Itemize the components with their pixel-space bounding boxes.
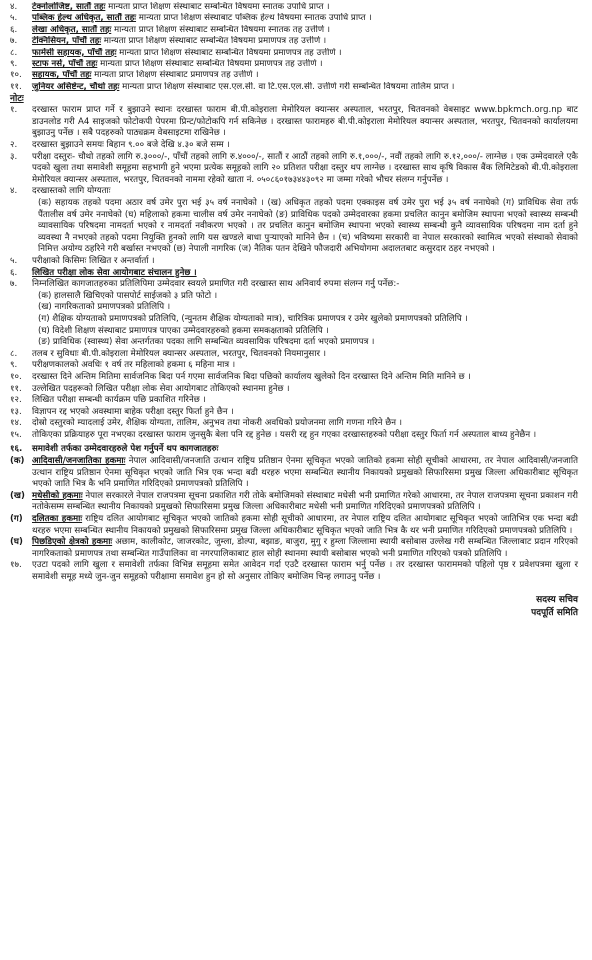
qualification-item	[10, 59, 578, 70]
qualification-item	[10, 70, 578, 81]
document-item	[10, 302, 578, 314]
inclusive-list	[10, 456, 578, 560]
note-text: परीक्षणकालको अवधिः १ वर्ष तर महिलाको हकमा ६ महिना मात्र ।	[32, 360, 236, 371]
item-number: ८.	[10, 47, 18, 58]
qualification-item	[10, 2, 578, 13]
application-note: एउटा पदको लागि खुला र समावेशी तर्फका विभिन्न समूहमा समेत आवेदन गर्दा एउटै दरखास्त फाराम भर्नु पर्नेछ । तर दरखास्त फाराममको पहिलो पृष्ठ र प्रवेशपत्रमा खुला र समावेशी समूह मध्ये जुन-जुन समूहको परीक्षामा समावेश हुन हो सो अनुसार तोकिए बमोजिम चिन्ह लगाउनु पर्नेछ ।	[32, 560, 578, 582]
inclusive-body: अछाम, कालीकोट, जाजरकोट, जुम्ला, डोल्पा, बझाङ, बाजुरा, मुगु र हुम्ला जिल्लामा स्थायी बसोबास उल्लेख गरी सम्बन्धित जिल्लाबाट प्रदान गरिएको नागरिकताको प्रमाणपत्र तथा सम्बन्धित गाउँपालिका वा नगरपालिकाबाट हाल सोही स्थानमा स्थायी बसोबास भएको भनी प्रमाणित गरिएको पत्रको प्रतिलिपि ।	[32, 537, 578, 559]
inclusive-title: मधेसीको हकमाः	[32, 490, 83, 501]
eligibility-block	[10, 198, 578, 256]
qualification-text: मान्यता प्राप्त शिक्षण संस्थाबाट एस.एल.सी. वा टि.एस.एल.सी. उत्तीर्ण गरी सम्बन्धित विषयमा तालिम प्राप्त ।	[122, 81, 455, 92]
item-number: ९.	[10, 360, 18, 371]
inclusive-item	[10, 537, 578, 560]
item-number: ८.	[10, 348, 18, 359]
written-exam-note: लिखित परीक्षा लोक सेवा आयोगबाट संचालन हुनेछ ।	[32, 267, 197, 278]
inclusive-title: पिछडिएको क्षेत्रको हकमाः	[32, 537, 113, 548]
qualification-title: जुनियर असिष्टेन्ट, चौथो तहः	[32, 81, 120, 92]
inclusive-item	[10, 514, 578, 537]
documents-list	[10, 291, 578, 349]
spacer	[10, 314, 32, 326]
inclusive-label: (घ)	[10, 537, 23, 548]
note-item	[10, 395, 578, 407]
qualification-text: मान्यता प्राप्त शिक्षण संस्थाबाट पब्लिक हेल्थ विषयमा स्नातक उपाधि प्राप्त ।	[138, 13, 372, 24]
qualification-item	[10, 13, 578, 24]
note-item	[10, 407, 578, 419]
exam-type: परीक्षाको किसिमः लिखित र अन्तर्वार्ता ।	[32, 255, 155, 266]
note-item	[10, 384, 578, 396]
list-item: १७. एउटा पदको लागि खुला र समावेशी तर्फका विभिन्न समूहमा समेत आवेदन गर्दा एउटै दरखास्त फाराम भर्नु पर्नेछ । तर दरखास्त फाराममको पहिलो पृष्ठ र प्रवेशपत्रमा खुला र समावेशी समूह मध्ये जुन-जुन समूहको परीक्षामा समावेश हुन हो सो अनुसार तोकिए बमोजिम चिन्ह लगाउनु पर्नेछ ।	[10, 560, 578, 582]
qualification-title: सहायक, पाँचौं तहः	[32, 70, 92, 81]
note-item	[10, 418, 578, 430]
spacer	[10, 302, 32, 314]
qualification-item	[10, 82, 578, 93]
item-number: ७.	[10, 36, 18, 47]
note-text: लिखित परीक्षा सम्बन्धी कार्यक्रम पछि प्रकाशित गरिनेछ ।	[32, 395, 206, 406]
item-number: ५.	[10, 13, 18, 24]
note-item	[10, 360, 578, 372]
qualification-text: मान्यता प्राप्त शिक्षण संस्थाबाट सम्बन्धित विषयमा प्रमाणपत्र तह उत्तीर्ण ।	[100, 59, 323, 70]
note-text: दरखास्तको लागि योग्यताः	[32, 186, 111, 197]
note-text: तलब र सुविधाः बी.पी.कोइराला मेमोरियल क्यान्सर अस्पताल, भरतपुर, चितवनको नियमानुसार ।	[32, 348, 326, 359]
note-text: दरखास्त फाराम प्राप्त गर्ने र बुझाउने स्थानः दरखास्त फाराम बी.पी.कोइराला मेमोरियल क्यान्सर अस्पताल, भरतपुर, चितवनको वेबसाइट www.bpkmch.org.np बाट डाउनलोड गरी A4 साइजको फोटोकपी पेपरमा प्रिन्ट/फोटोकपि गर्न सकिनेछ । दरखास्त फारामहरु बी.पी.कोइराला मेमोरियल क्यान्सर अस्पताल, भरतपुर, चितवनको कार्यालयमा बुझाउनु पर्नेछ । सबै पदहरुको पाठ्यक्रम वेबसाइटमा राखिनेछ ।	[32, 105, 578, 139]
inclusive-label: (ख)	[10, 490, 25, 501]
documents-intro: निम्नलिखित कागजातहरुका प्रतिलिपिमा उम्मेदवार स्वयले प्रमाणित गरी दरखास्त साथ अनिवार्य रुपमा संलग्न गर्नु पर्नेछ:-	[32, 279, 400, 290]
signature-block	[10, 594, 578, 620]
item-number: ३.	[10, 151, 18, 162]
qualification-text: मान्यता प्राप्त शिक्षण संस्थाबाट प्रमाणपत्र तह उत्तीर्ण ।	[94, 70, 259, 81]
qualification-title: टेक्नोलोजिष्ट, सातौं तहः	[32, 2, 106, 12]
list-item: ७. निम्नलिखित कागजातहरुका प्रतिलिपिमा उम्मेदवार स्वयले प्रमाणित गरी दरखास्त साथ अनिवार्य रुपमा संलग्न गर्नु पर्नेछ:-	[10, 279, 578, 291]
document-text: (ख) नागरिकताको प्रमाणपत्रको प्रतिलिपि ।	[38, 302, 171, 313]
note-item	[10, 186, 578, 198]
qualification-title: फार्मेसी सहायक, पाँचौं तहः	[32, 47, 117, 58]
notes-list-2	[10, 349, 578, 442]
qualification-text: मान्यता प्राप्त शिक्षण संस्थाबाट सम्बन्धित विषयमा स्नातक उपाधि प्राप्त ।	[108, 2, 330, 12]
qualification-title: लेखा अधिकृत, सातौं तहः	[32, 24, 112, 35]
qualification-title: स्टाफ नर्स, पाँचौं तहः	[32, 59, 98, 70]
note-text: विज्ञापन रद्द भएको अवस्थामा बाहेक परीक्षा दस्तुर फिर्ता हुने छैन ।	[32, 406, 234, 417]
document-text: (घ) विदेशी शिक्षण संस्थाबाट प्रमाणपत्र पाएका उम्मेदवारहरुको हकमा समकक्षताको प्रतिलिपि ।	[38, 325, 329, 336]
qualification-item	[10, 36, 578, 47]
inclusive-title: दलितका हकमाः	[32, 514, 83, 525]
item-number: १२.	[10, 395, 22, 406]
item-number: २.	[10, 140, 18, 151]
inclusive-item	[10, 456, 578, 491]
document-item	[10, 337, 578, 349]
note-text: परीक्षा दस्तुरः- चौथो तहको लागि रु.३०००/-, पाँचौं तहको लागि रु.४०००/-, सातौं र आठौं तहको लागि रु.१,०००/-, नवौं तहको लागि रु.१२,०००/- लाग्नेछ । एक उम्मेदवारले एकै पदको खुला तथा समावेशी समूहमा सहभागी हुने भएमा प्रत्येक समूहको लागि २० प्रतिशत परीक्षा दस्तुर थप लाग्नेछ । दरखास्त साथ कृषि विकास बैंक लिमिटेडको बी.पी.कोइराला मेमोरियल क्यान्सर अस्पताल, भरतपुर, चितवनको नाममा रहेको खाता नं. ०५०८६०१७३४४३०९२ मा जम्मा गरेको भौचर संलग्न गर्नुपर्नेछ ।	[32, 151, 578, 185]
inclusive-body: नेपाल आदिवासी/जनजाति उत्थान राष्ट्रिय प्रतिष्ठान ऐनमा सूचिकृत भएको जातिको हकमा सोही सूचीको आधारमा, तर नेपाल आदिवासी/जनजाति उत्थान राष्ट्रिय प्रतिष्ठान ऐनमा सूचिकृत भएको जाति भित्र एक भन्दा बढी थरहरु भएमा सम्बन्धित स्थानीय निकायको प्रमुखको सिफारिसमा प्रमुख जिल्ला अधिकारीबाट सूचिकृत भएको जाति भित्र कै भनि प्रमाणित गरिदिएको प्रमाणपत्रको प्रतिलिपि ।	[32, 456, 578, 490]
note-label: नोटः	[10, 94, 24, 105]
qualification-text: मान्यता प्राप्त शिक्षण संस्थाबाट सम्बन्धित विषयमा स्नातक तह उत्तीर्ण ।	[114, 24, 331, 35]
note-text: दरखास्त बुझाउने समयः बिहान ९.०० बजे देखि ४.३० बजे सम्म ।	[32, 140, 230, 151]
item-number: १.	[10, 105, 18, 116]
note-item	[10, 105, 578, 140]
item-number: ४.	[10, 186, 18, 197]
inclusive-heading: समावेशी तर्फका उम्मेदवारहरुले पेश गर्नुपर्ने थप कागजातहरुः	[32, 444, 219, 455]
inclusive-text	[32, 456, 578, 491]
notes-list	[10, 105, 578, 198]
item-number: ४.	[10, 2, 18, 12]
note-item	[10, 430, 578, 442]
spacer	[10, 326, 32, 338]
item-number: ९.	[10, 59, 18, 70]
note-text: उल्लेखित पदहरूको लिखित परीक्षा लोक सेवा आयोगबाट तोकिएको स्थानमा हुनेछ ।	[32, 383, 290, 394]
note-text: तोकिएका प्रक्रियाहरु पूरा नभएका दरखास्त फाराम जुनसुकै बेला पनि रद्द हुनेछ । यसरी रद्द हुन गएका दरखास्तहरुको परीक्षा दस्तुर फिर्ता गर्न अस्पताल बाध्य हुनेछैन ।	[32, 429, 537, 440]
inclusive-body: राष्ट्रिय दलित आयोगबाट सूचिकृत भएको जातिको हकमा सोही सूचीको आधारमा, तर नेपाल राष्ट्रिय दलित आयोगबाट सूचिकृत भएको जातिभित्र एक भन्दा बढी थरहरु भएमा सम्बन्धित स्थानीय निकायको प्रमुखको सिफारिसमा प्रमुख जिल्ला अधिकारीबाट सूचिकृत भएको जाति भित्र कै थर भनी प्रमाणित गरिदिएको प्रमाणपत्रको प्रतिलिपि ।	[32, 514, 578, 536]
document-item	[10, 314, 578, 326]
note-item	[10, 140, 578, 152]
item-number: १०.	[10, 371, 22, 382]
inclusive-text	[32, 491, 578, 514]
inclusive-text	[32, 514, 578, 537]
list-item: १६. समावेशी तर्फका उम्मेदवारहरुले पेश गर्नुपर्ने थप कागजातहरुः	[10, 444, 578, 456]
inclusive-item	[10, 491, 578, 514]
note-text: दोस्रो दस्तुरको म्यादलाई उमेर, शैक्षिक योग्यता, तालिम, अनुभव तथा नोकरी अवधिको प्रयोजनमा लागि गणना गरिने छैन ।	[32, 418, 403, 429]
note-text: दरखास्त दिने अन्तिम मितिमा सार्वजनिक बिदा पर्न गएमा सार्वजनिक बिदा पछिको कार्यालय खुलेको दिन दरखास्त दिने अन्तिम मिति मानिने छ ।	[32, 371, 471, 382]
document-item	[10, 291, 578, 303]
inclusive-label: (ग)	[10, 514, 23, 525]
qualification-title: टेक्निसियन, पाँचौं तहः	[32, 36, 102, 47]
eligibility-text: (क) सहायक तहको पदमा अठार वर्ष उमेर पुरा भई ३५ वर्ष ननाघेको । (ख) अधिकृत तहको पदमा एक्काइस वर्ष उमेर पुरा भई ३५ वर्ष ननाघेको (ग) प्राविधिक सेवा तर्फ पैंतालीस वर्ष उमेर ननाघेको (घ) महिलाको हकमा चालीस वर्ष उमेर ननाघेको (ङ) प्राविधिक पदको उम्मेदवारका हकमा प्रचलित कानुन बमोजिम स्थापना भएको स्वास्थ्य सम्बन्धी व्यावसायिक परिषदमा नामदर्ता भएको र नामदर्ता नवीकरण भएको । तर प्रचलित कानुन बमोजिम स्थापना भएको स्वास्थ्य सम्बन्धी कुनै व्यावसायिक परिषदमा नाम दर्ता हुने व्यवस्था नै नभएको तहको पदमा नियुक्ति हुनको लागि यस खण्डले बाधा पुऱ्याएको मानिने छैन । (च) भविष्यमा सरकारी वा नेपाल सरकारको स्वामित्व भएको संस्थाको सेवाको निमित्त अयोग्य ठहरिने गरी बर्खास्त नभएको (छ) नेपाली नागरिक (ज) नैतिक पतन देखिने फौजदारी अभियोगमा अदालतबाट कसुरदार ठहर नभएको ।	[38, 198, 578, 255]
note-item	[10, 372, 578, 384]
document-text: (ग) शैक्षिक योग्यताको प्रमाणपत्रको प्रतिलिपि, (न्युनतम शैक्षिक योग्यताको मात्र), चारित्रिक प्रमाणपत्र र उमेर खुलेको प्रमाणपत्रको प्रतिलिपि ।	[38, 313, 468, 324]
qualification-title: पब्लिक हेल्थ अधिकृत, सातौं तहः	[32, 13, 137, 24]
qualification-text: मान्यता प्राप्त शिक्षण संस्थाबाट सम्बन्धित विषयमा प्रमाणपत्र तह उत्तीर्ण ।	[119, 47, 342, 58]
item-number: १५.	[10, 429, 22, 440]
inclusive-text	[32, 537, 578, 560]
inclusive-title: आदिवासी/जनजातिका हकमाः	[32, 456, 126, 467]
qualification-list	[10, 2, 578, 93]
qualification-item	[10, 25, 578, 36]
member-secretary: सदस्य सचिव	[536, 594, 578, 605]
inclusive-body: नेपाल सरकारले नेपाल राजपत्रमा सूचना प्रकाशित गरी तोके बमोजिमको संस्थाबाट मधेसी भनी प्रमाणित गरेको आधारमा, तर नेपाल राजपत्रमा सूचना प्रकाशन गरी नतोकेसम्म सम्बन्धित स्थानीय निकायको प्रमुखको सिफारिसमा प्रमुख जिल्ला अधिकारीबाट मधेसी भनी प्रमाणित गरिदिएको प्रमाणपत्रको प्रतिलिपि ।	[32, 490, 578, 513]
document-text: (क) हालसालै खिचिएको पासपोर्ट साईजको ३ प्रति फोटो ।	[38, 290, 218, 301]
qualification-text: मान्यता प्राप्त शिक्षण संस्थाबाट सम्बन्धित विषयमा प्रमाणपत्र तह उत्तीर्ण ।	[103, 36, 327, 47]
document-text: (ङ) प्राविधिक (स्वास्थ्य) सेवा अन्तर्गतका पदका लागि सम्बन्धित व्यवसायिक परिषदमा दर्ता भएको प्रमाणपत्र ।	[38, 337, 375, 348]
item-number: १०.	[10, 70, 22, 81]
item-number: ६.	[10, 24, 18, 35]
spacer	[10, 337, 32, 349]
inclusive-label: (क)	[10, 456, 25, 467]
item-number: ११.	[10, 383, 22, 394]
qualification-item	[10, 48, 578, 59]
item-number: १४.	[10, 418, 22, 429]
note-item	[10, 349, 578, 361]
item-number: ११.	[10, 81, 22, 92]
recruitment-committee: पदपूर्ति समिति	[531, 607, 578, 618]
list-item: ५. परीक्षाको किसिमः लिखित र अन्तर्वार्ता ।	[10, 256, 578, 268]
document-item	[10, 326, 578, 338]
list-item: ६. लिखित परीक्षा लोक सेवा आयोगबाट संचालन हुनेछ ।	[10, 268, 578, 280]
spacer	[10, 291, 32, 303]
item-number: १३.	[10, 406, 22, 417]
note-item	[10, 152, 578, 187]
